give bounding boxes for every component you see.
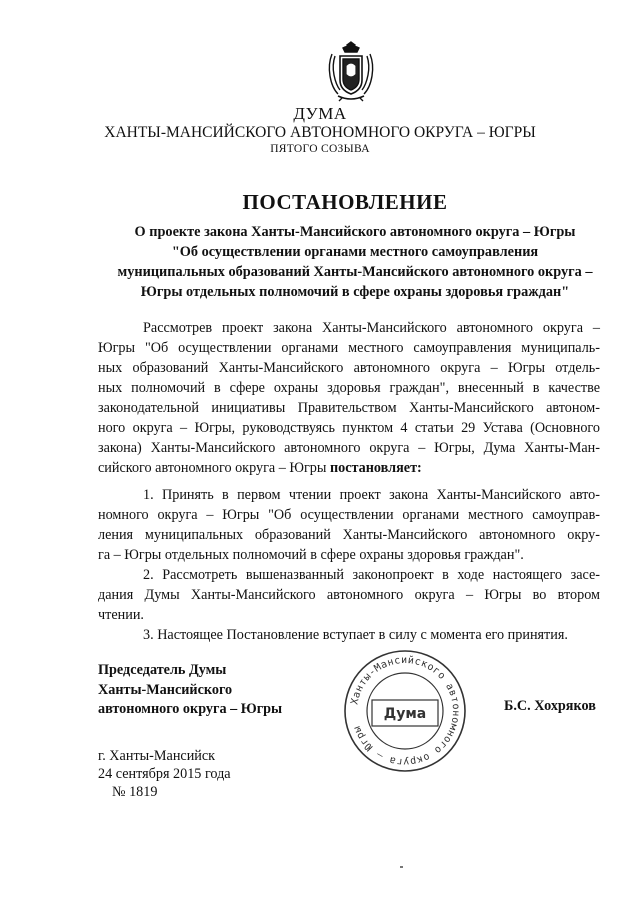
item-line: дания Думы Ханты-Мансийского автономного округа – Югры во втором <box>98 587 600 603</box>
document-number: № 1819 <box>112 784 158 800</box>
resolution-keyword: постановляет: <box>329 460 422 476</box>
coat-of-arms-emblem <box>326 40 376 102</box>
issue-place: г. Ханты-Мансийск <box>98 748 216 764</box>
convocation: ПЯТОГО СОЗЫВА <box>270 143 370 155</box>
item-line: 3. Настоящее Постановление вступает в силу с момента его принятия. <box>143 627 568 643</box>
body-line: закона) Ханты-Мансийского автономного округа – Югры, Дума Ханты-Ман- <box>98 440 600 456</box>
body-line-last <box>98 460 600 480</box>
signatory-position: Председатель Думы <box>98 662 227 678</box>
scan-speck <box>400 866 403 868</box>
body-line: ного округа – Югры, руководствуясь пунктом 4 статьи 29 Устава (Основного <box>98 420 600 436</box>
document-title-line: О проекте закона Ханты-Мансийского автономного округа – Югры <box>134 224 576 240</box>
issue-date: 24 сентября 2015 года <box>98 766 231 782</box>
signatory-position: Ханты-Мансийского <box>98 682 233 698</box>
item-line: 2. Рассмотреть вышеназванный законопроект в ходе настоящего засе- <box>143 567 600 583</box>
item-line: ления муниципальных образований Ханты-Мансийского автономного окру- <box>98 527 600 543</box>
signatory-position: автономного округа – Югры <box>98 701 283 717</box>
body-line: ных образований Ханты-Мансийского автономного округа – Югры отдель- <box>98 360 600 376</box>
item-line: номного округа – Югры "Об осуществлении органами местного самоуправ- <box>98 507 600 523</box>
document-title-line: Югры отдельных полномочий в сфере охраны здоровья граждан" <box>140 284 570 300</box>
document-type-heading: ПОСТАНОВЛЕНИЕ <box>242 190 448 214</box>
item-line: га – Югры отдельных полномочий в сфере охраны здоровья граждан". <box>98 547 524 563</box>
body-line: Югры "Об осуществлении органами местного самоуправления муниципаль- <box>98 340 600 356</box>
organization-region: ХАНТЫ-МАНСИЙСКОГО АВТОНОМНОГО ОКРУГА – ЮГРЫ <box>104 124 536 141</box>
body-line: законодательной инициативы Правительством Ханты-Мансийского автоном- <box>98 400 600 416</box>
document-title-line: "Об осуществлении органами местного самоуправления <box>171 244 539 260</box>
body-line: сийского автономного округа – Югры <box>98 460 327 476</box>
stamp-center-text: Дума <box>383 706 427 722</box>
official-stamp <box>340 646 470 776</box>
svg-text:Ханты-Мансийского автономного: Ханты-Мансийского автономного округа – Югры <box>349 654 462 768</box>
body-line: Рассмотрев проект закона Ханты-Мансийского автономного округа – <box>143 320 600 336</box>
signatory-name: Б.С. Хохряков <box>504 698 596 714</box>
body-line: ных полномочий в сфере охраны здоровья граждан", внесенный в качестве <box>98 380 600 396</box>
organization-name: ДУМА <box>293 104 347 123</box>
item-line: 1. Принять в первом чтении проект закона Ханты-Мансийского авто- <box>143 487 600 503</box>
document-title-line: муниципальных образований Ханты-Мансийского автономного округа – <box>117 264 593 280</box>
item-line: чтении. <box>98 607 144 623</box>
